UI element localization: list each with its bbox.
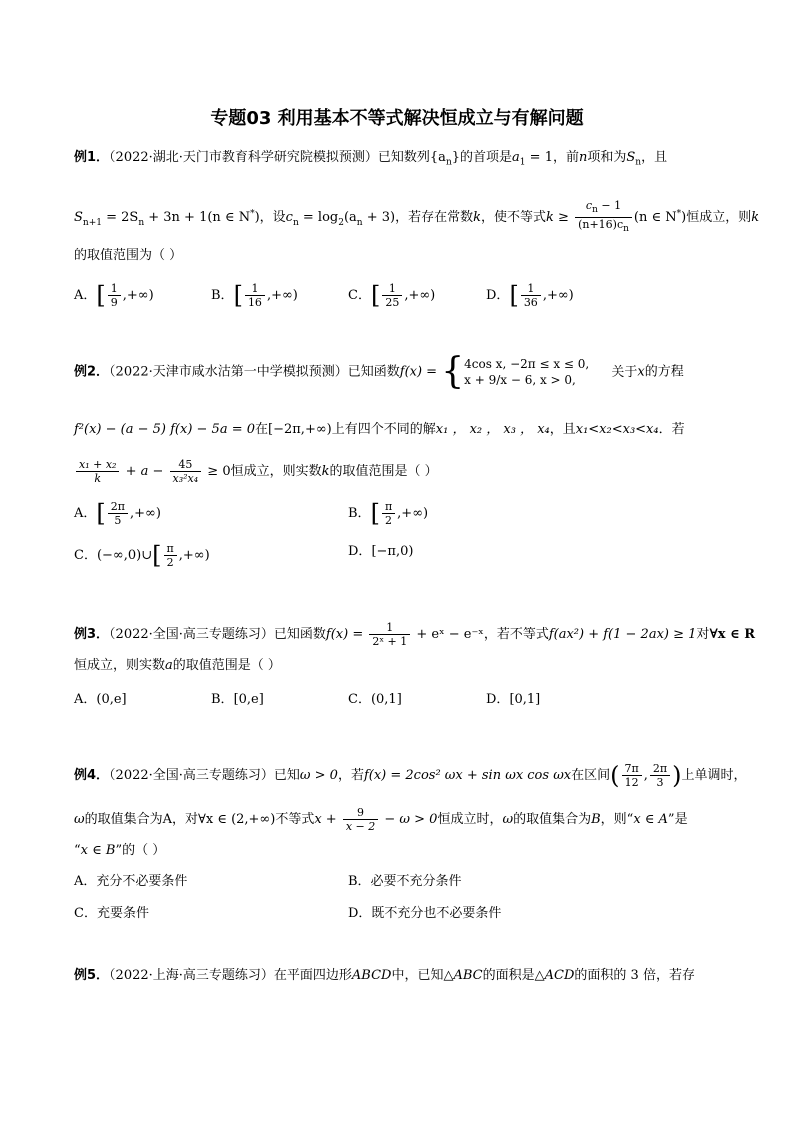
ex4-option-a[interactable]: A．充分不必要条件 — [74, 874, 188, 889]
ex5-label: 例5． — [74, 968, 110, 983]
ex2-line2: f²(x) − (a − 5) f(x) − 5a = 0在[−2π,+∞)上有四个不同的解x₁ ， x₂ ， x₃ ， x₄，且x₁<x₂<x₃<x₄．若 — [74, 422, 685, 437]
ex4-option-c[interactable]: C．充要条件 — [74, 906, 149, 921]
ex3-option-a[interactable]: A．(0,e] — [74, 692, 127, 707]
ex1-line2: $S_{n+1} = 2S_n + 3n + 1(n$ ∈ N*)，设$c_n = \log_2(a_n + 3)$，若存在常数k，使不等式k ≥ $\frac{c_n - 1}{(n+16)c_n}$ (n ∈ N*)恒成立，则k — [74, 199, 760, 235]
ex1-fraction: $\frac{c_n - 1}{(n+16)c_n}$ — [575, 199, 632, 236]
ex5-line1: 例5．（2022·上海·高三专题练习）在平面四边形ABCD中，已知△ABC的面积是△ACD的面积的 3 倍，若存 — [74, 968, 695, 983]
ex1-option-c[interactable]: C．[ $\frac{1}{25}$ ,+∞) — [348, 281, 436, 310]
ex2-option-b[interactable]: B．[ $\frac{\pi}{2}$ ,+∞) — [348, 499, 429, 528]
ex4-line1: 例4．（2022·全国·高三专题练习）已知ω > 0，若f(x) = 2cos² ωx + sin ωx cos ωx在区间( $\frac{7\pi}{12}$ , $\frac{2\pi}{3}$ )上单调时， — [74, 761, 747, 790]
ex1-option-b[interactable]: B．[ $\frac{1}{16}$ ,+∞) — [211, 281, 298, 310]
ex3-option-d[interactable]: D．[0,1] — [486, 692, 541, 707]
page-title: 专题03 利用基本不等式解决恒成立与有解问题 — [210, 108, 584, 129]
ex2-option-a[interactable]: A．[ $\frac{2\pi}{5}$ ,+∞) — [74, 499, 161, 528]
ex3-option-c[interactable]: C．(0,1] — [348, 692, 402, 707]
ex2-piecewise: 4cos x, −2π ≤ x ≤ 0, x + 9/x − 6, x > 0, — [464, 357, 590, 387]
ex4-option-d[interactable]: D．既不充分也不必要条件 — [348, 906, 502, 921]
ex2-line3: $\frac{\text{x₁ + x₂}}{k}$ + a − $\frac{45}{\text{x₃²x₄}}$ ≥ 0恒成立，则实数k的取值范围是（ ） — [74, 458, 734, 485]
ex3-line2: 恒成立，则实数a的取值范围是（ ） — [74, 658, 281, 673]
ex1-option-d[interactable]: D．[ $\frac{1}{36}$ ,+∞) — [486, 281, 574, 310]
ex2-line1: 例2．（2022·天津市咸水沽第一中学模拟预测）已知函数f(x) = { 4cos x, −2π ≤ x ≤ 0, x + 9/x − 6, x > 0, 关于x的方程 — [74, 351, 684, 392]
ex3-option-b[interactable]: B．[0,e] — [211, 692, 264, 707]
ex2-option-d[interactable]: D．[−π,0) — [348, 544, 414, 559]
ex4-line2: ω的取值集合为A，对∀x ∈ (2,+∞)不等式x + $\frac{9}{x - 2}$ − ω > 0恒成立时，ω的取值集合为B，则“x ∈ A”是 — [74, 806, 688, 833]
ex4-option-b[interactable]: B．必要不充分条件 — [348, 874, 462, 889]
ex2-label: 例2． — [74, 364, 110, 380]
ex2-option-c[interactable]: C．(−∞,0)∪[ $\frac{\pi}{2}$ ,+∞) — [74, 541, 210, 570]
ex4-line3: “x ∈ B”的（ ） — [74, 843, 166, 858]
ex3-line1: 例3．（2022·全国·高三专题练习）已知函数f(x) = $\frac{1}{\text{2ˣ + 1}}$ + eˣ − e⁻ˣ，若不等式f(ax²) + f(1 − 2ax) ≥ 1对∀x ∈ R — [74, 621, 756, 648]
ex1-option-a[interactable]: A．[ $\frac{1}{9}$ ,+∞) — [74, 281, 154, 310]
ex3-label: 例3． — [74, 627, 110, 642]
ex4-label: 例4． — [74, 768, 110, 783]
ex1-label: 例1． — [74, 150, 110, 165]
ex1-line1: 例1．（2022·湖北·天门市教育科学研究院模拟预测）已知数列$\{a_n\}$的首项是$a_1 = 1$，前n项和为$S_n$，且 — [74, 150, 668, 168]
ex1-line3: 的取值范围为（ ） — [74, 248, 183, 263]
